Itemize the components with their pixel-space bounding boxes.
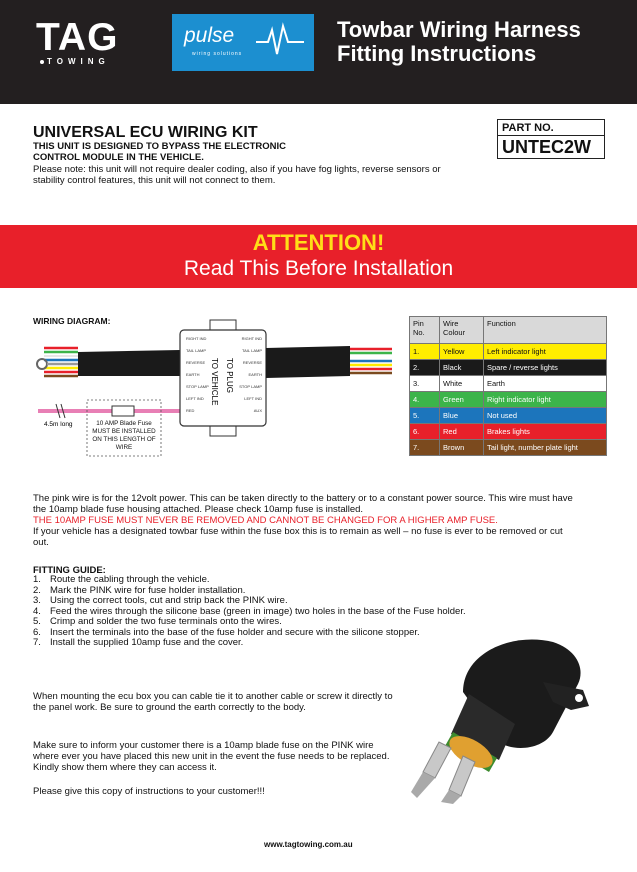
ecu-pin-label: EARTH bbox=[248, 372, 262, 377]
pink-wire-paragraph bbox=[33, 493, 573, 548]
cell-pin: 4. bbox=[410, 392, 440, 408]
cell-colour: Blue bbox=[440, 408, 484, 424]
table-row bbox=[410, 376, 607, 392]
right-wire-fan bbox=[350, 349, 392, 373]
kit-title: UNIVERSAL ECU WIRING KIT bbox=[33, 124, 258, 141]
cell-pin: 1. bbox=[410, 344, 440, 360]
fuse-holder-photo bbox=[403, 622, 603, 804]
header-pin: Pin No. bbox=[410, 317, 440, 344]
cell-function: Left indicator light bbox=[484, 344, 607, 360]
ecu-pin-label: LEFT IND bbox=[186, 396, 204, 401]
fitting-guide-title: FITTING GUIDE: bbox=[33, 565, 106, 576]
table-row bbox=[410, 392, 607, 408]
ecu-pin-label: TAIL LAMP bbox=[241, 348, 262, 353]
cell-pin: 7. bbox=[410, 440, 440, 456]
pulse-logo-sub: wiring solutions bbox=[192, 51, 243, 57]
cell-function: Right indicator light bbox=[484, 392, 607, 408]
attention-banner bbox=[0, 225, 637, 288]
step-text: Install the supplied 10amp fuse and the cover. bbox=[50, 637, 244, 648]
ecu-pin-label: REVERSE bbox=[186, 360, 206, 365]
step-number: 6. bbox=[33, 626, 41, 638]
cell-colour: Red bbox=[440, 424, 484, 440]
wiring-diagram bbox=[30, 318, 402, 468]
cell-colour: White bbox=[440, 376, 484, 392]
kit-bypass-line1: THIS UNIT IS DESIGNED TO BYPASS THE ELECTRONIC bbox=[33, 141, 287, 152]
ecu-pin-label: RIGHT IND bbox=[241, 336, 262, 341]
right-cable bbox=[266, 346, 350, 378]
kit-note: Please note: this unit will not require dealer coding, also if you have fog lights, reverse sensors or stability control features, this unit will not connect to them. bbox=[33, 164, 441, 186]
fuse-note: 10 AMP Blade Fuse MUST BE INSTALLED ON THIS LENGTH OF WIRE bbox=[92, 420, 156, 451]
ecu-pin-label: RIGHT IND bbox=[186, 336, 207, 341]
cell-pin: 3. bbox=[410, 376, 440, 392]
to-plug-label: TO PLUG bbox=[225, 358, 234, 393]
cell-colour: Black bbox=[440, 360, 484, 376]
pulse-logo-word: pulse bbox=[184, 24, 235, 47]
header-function: Function bbox=[484, 317, 607, 344]
pink-wire-text: The pink wire is for the 12volt power. This can be taken directly to the battery or to a constant power source. This wire must have the 10amp blade fuse housing attached. Please check 10amp fuse is installed. bbox=[33, 493, 573, 515]
towing-logo-label: TOWING bbox=[47, 57, 110, 66]
kit-bypass-line2: CONTROL MODULE IN THE VEHICLE. bbox=[33, 152, 204, 163]
wiring-diagram-label: WIRING DIAGRAM: bbox=[33, 316, 111, 326]
ecu-pin-label: LEFT IND bbox=[244, 396, 262, 401]
table-row bbox=[410, 408, 607, 424]
step-number: 7. bbox=[33, 637, 41, 648]
left-cable bbox=[78, 350, 180, 376]
left-wire-fan bbox=[37, 348, 78, 376]
part-number-label: PART NO. bbox=[502, 122, 554, 134]
step-number: 3. bbox=[33, 595, 41, 606]
cell-function: Spare / reverse lights bbox=[484, 360, 607, 376]
step-number: 1. bbox=[33, 574, 41, 585]
cable-length-label: 4.5m long bbox=[44, 421, 73, 428]
footer-url[interactable]: www.tagtowing.com.au bbox=[264, 840, 353, 849]
attention-heading: ATTENTION! bbox=[252, 230, 385, 255]
ecu-pin-label: STOP LAMP bbox=[186, 384, 209, 389]
towing-logo-text bbox=[40, 57, 110, 66]
cell-colour: Green bbox=[440, 392, 484, 408]
part-number-box bbox=[497, 119, 605, 159]
table-row bbox=[410, 360, 607, 376]
step-number: 2. bbox=[33, 584, 41, 596]
fuse-warning: THE 10AMP FUSE MUST NEVER BE REMOVED AND CANNOT BE CHANGED FOR A HIGHER AMP FUSE. bbox=[33, 515, 498, 526]
cell-function: Not used bbox=[484, 408, 607, 424]
wire-colour-table bbox=[409, 316, 607, 456]
cell-pin: 2. bbox=[410, 360, 440, 376]
table-row bbox=[410, 440, 607, 456]
pulse-logo bbox=[172, 14, 314, 71]
table-row bbox=[410, 424, 607, 440]
ecu-pin-label: AUX bbox=[253, 408, 262, 413]
header-banner bbox=[0, 0, 637, 104]
ecu-pin-label: RED bbox=[186, 408, 195, 413]
cell-function: Tail light, number plate light bbox=[484, 440, 607, 456]
cell-function: Brakes lights bbox=[484, 424, 607, 440]
ecu-pin-label: EARTH bbox=[186, 372, 200, 377]
part-number-value: UNTEC2W bbox=[502, 137, 591, 157]
step-text: Mark the PINK wire for fuse holder installation. bbox=[50, 584, 246, 596]
page-title-line2: Fitting Instructions bbox=[337, 41, 537, 66]
cell-colour: Yellow bbox=[440, 344, 484, 360]
step-text: Using the correct tools, cut and strip back the PINK wire. bbox=[50, 595, 288, 606]
step-text: Route the cabling through the vehicle. bbox=[50, 574, 210, 585]
attention-subheading: Read This Before Installation bbox=[183, 257, 454, 280]
page-title bbox=[337, 18, 581, 66]
ecu-pin-label: REVERSE bbox=[242, 360, 262, 365]
cell-function: Earth bbox=[484, 376, 607, 392]
cell-pin: 6. bbox=[410, 424, 440, 440]
table-row bbox=[410, 344, 607, 360]
mounting-text: When mounting the ecu box you can cable tie it to another cable or screw it directly to the panel work. Be sure to ground the earth correctly to the body. bbox=[33, 691, 393, 713]
step-text: Feed the wires through the silicone base (green in image) two holes in the base of the Fuse holder. bbox=[50, 605, 466, 617]
ecu-pin-label: STOP LAMP bbox=[239, 384, 262, 389]
to-vehicle-label: TO VEHICLE bbox=[210, 358, 219, 406]
cell-pin: 5. bbox=[410, 408, 440, 424]
inform-text: Make sure to inform your customer there is a 10amp blade fuse on the PINK wire where ever you have placed this new unit in the event the fuse needs to be replaced. Kindly show them where they can access it. bbox=[33, 740, 390, 773]
step-text: Crimp and solder the two fuse terminals onto the wires. bbox=[50, 616, 282, 627]
fuse-holder-icon bbox=[112, 406, 134, 416]
give-copy-text: Please give this copy of instructions to your customer!!! bbox=[33, 786, 265, 797]
header-colour: Wire Colour bbox=[440, 317, 484, 344]
ecu-pin-label: TAIL LAMP bbox=[186, 348, 207, 353]
tag-logo: TAG bbox=[36, 16, 119, 59]
pulse-wave-icon bbox=[256, 22, 306, 58]
step-text: Insert the terminals into the base of the fuse holder and secure with the silicone stopper. bbox=[50, 626, 420, 638]
step-number: 4. bbox=[33, 605, 41, 617]
cell-colour: Brown bbox=[440, 440, 484, 456]
page-title-line1: Towbar Wiring Harness bbox=[337, 17, 581, 42]
kit-bypass-notice bbox=[33, 141, 453, 163]
step-number: 5. bbox=[33, 616, 41, 627]
towbar-fuse-text: If your vehicle has a designated towbar fuse within the fuse box this is to remain as well – no fuse is ever to be removed or cut out. bbox=[33, 526, 563, 548]
